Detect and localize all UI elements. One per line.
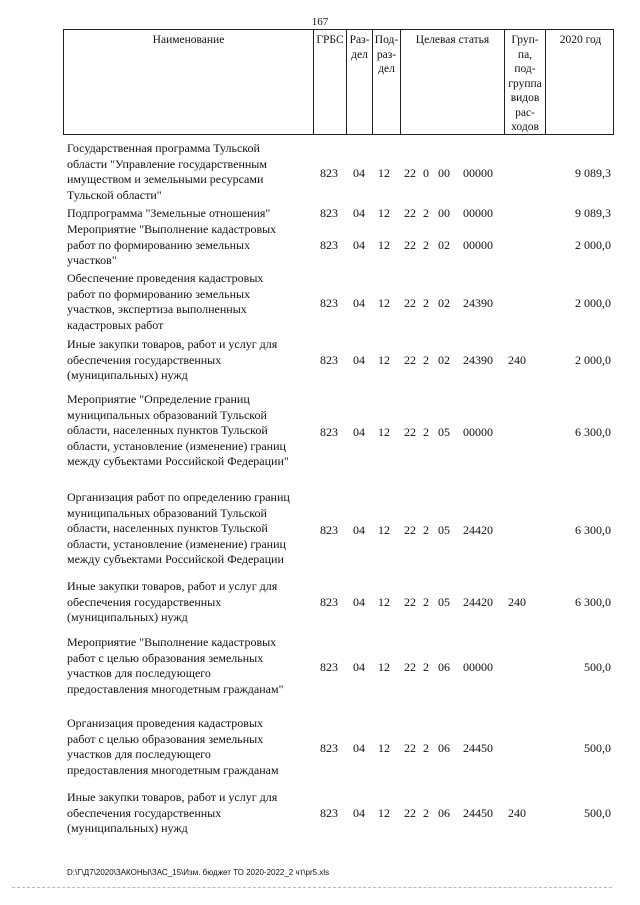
header-razdel-line: дел: [351, 48, 368, 61]
cell-razdel: 04: [353, 296, 365, 310]
cell-grbs: 823: [320, 238, 338, 252]
row-name-line: Обеспечение проведения кадастровых: [67, 271, 264, 285]
cell-amount: 2 000,0: [575, 353, 611, 367]
cell-direction: 24450: [463, 741, 493, 755]
cell-razdel: 04: [353, 523, 365, 537]
cell-program: 22: [404, 296, 416, 310]
row-name-line: Иные закупки товаров, работ и услуг для: [67, 790, 278, 804]
row-name: [67, 579, 311, 626]
row-name-line: Мероприятие "Выполнение кадастровых: [67, 222, 277, 236]
cell-subprogram: 2: [423, 353, 429, 367]
cell-podrazdel: 12: [378, 166, 390, 180]
cell-razdel: 04: [353, 206, 365, 220]
cell-expense-type: 240: [508, 595, 526, 609]
row-name: [67, 271, 311, 333]
header-expense-group-line: группа: [508, 77, 542, 90]
cell-event: 05: [438, 595, 450, 609]
cell-grbs: 823: [320, 353, 338, 367]
cell-podrazdel: 12: [378, 660, 390, 674]
row-name-line: области, населенных пунктов Тульской: [67, 521, 268, 535]
cell-podrazdel: 12: [378, 806, 390, 820]
header-expense-group-line: Груп-: [511, 34, 539, 46]
row-name: [67, 337, 311, 384]
row-name: [67, 635, 311, 697]
cell-program: 22: [404, 166, 416, 180]
cell-direction: 24420: [463, 595, 493, 609]
cell-podrazdel: 12: [378, 353, 390, 367]
row-name-line: работ с целью образования земельных: [67, 731, 264, 746]
cell-podrazdel: 12: [378, 595, 390, 609]
bottom-divider: [12, 887, 612, 888]
cell-podrazdel: 12: [378, 523, 390, 537]
cell-program: 22: [404, 806, 416, 820]
page-number: 167: [311, 16, 329, 28]
cell-grbs: 823: [320, 595, 338, 609]
cell-direction: 00000: [463, 238, 493, 252]
row-name-line: области, установление (изменение) границ: [67, 536, 286, 551]
cell-subprogram: 2: [423, 660, 429, 674]
cell-event: 05: [438, 425, 450, 439]
row-name-line: между субъектами Российской Федерации: [67, 552, 284, 566]
header-podrazdel-line: Под-: [374, 34, 399, 46]
cell-grbs: 823: [320, 806, 338, 820]
cell-program: 22: [404, 595, 416, 609]
cell-direction: 00000: [463, 166, 493, 180]
cell-razdel: 04: [353, 660, 365, 674]
cell-amount: 6 300,0: [575, 523, 611, 537]
row-name-line: муниципальных образований Тульской: [67, 505, 267, 520]
cell-program: 22: [404, 660, 416, 674]
cell-event: 02: [438, 238, 450, 252]
row-name-line: Иные закупки товаров, работ и услуг для: [67, 337, 278, 351]
cell-grbs: 823: [320, 741, 338, 755]
cell-event: 06: [438, 806, 450, 820]
cell-razdel: 04: [353, 741, 365, 755]
cell-direction: 24420: [463, 523, 493, 537]
cell-event: 00: [438, 206, 450, 220]
row-name-line: обеспечения государственных: [67, 805, 222, 820]
row-name-line: работ с целью образования земельных: [67, 650, 264, 665]
cell-direction: 24450: [463, 806, 493, 820]
cell-podrazdel: 12: [378, 238, 390, 252]
row-name-line: области "Управление государственным: [67, 156, 267, 171]
header-expense-group: [504, 30, 545, 134]
cell-podrazdel: 12: [378, 741, 390, 755]
cell-expense-type: 240: [508, 353, 526, 367]
cell-subprogram: 2: [423, 206, 429, 220]
row-name-line: между субъектами Российской Федерации": [67, 454, 289, 468]
cell-amount: 6 300,0: [575, 425, 611, 439]
cell-razdel: 04: [353, 238, 365, 252]
row-name-line: Иные закупки товаров, работ и услуг для: [67, 579, 278, 593]
row-name-line: обеспечения государственных: [67, 594, 222, 609]
cell-subprogram: 2: [423, 523, 429, 537]
row-name-line: обеспечения государственных: [67, 352, 222, 367]
cell-direction: 24390: [463, 296, 493, 310]
header-podrazdel: [372, 30, 400, 134]
row-name: [67, 206, 311, 222]
cell-grbs: 823: [320, 660, 338, 674]
cell-event: 06: [438, 660, 450, 674]
cell-program: 22: [404, 353, 416, 367]
cell-program: 22: [404, 425, 416, 439]
cell-program: 22: [404, 238, 416, 252]
row-name-line: кадастровых работ: [67, 317, 164, 332]
row-name-line: области, установление (изменение) границ: [67, 438, 286, 453]
cell-grbs: 823: [320, 206, 338, 220]
cell-expense-type: 240: [508, 806, 526, 820]
cell-grbs: 823: [320, 523, 338, 537]
cell-amount: 500,0: [584, 660, 611, 674]
cell-podrazdel: 12: [378, 296, 390, 310]
header-grbs: ГРБС: [313, 30, 346, 134]
header-podrazdel-line: дел: [378, 63, 395, 75]
row-name-line: участков для последующего: [67, 666, 211, 680]
cell-subprogram: 2: [423, 425, 429, 439]
header-year: 2020 год: [545, 30, 615, 134]
cell-razdel: 04: [353, 425, 365, 439]
header-expense-group-line: под-: [514, 63, 536, 75]
cell-program: 22: [404, 523, 416, 537]
cell-subprogram: 2: [423, 741, 429, 755]
header-razdel: [346, 30, 372, 134]
row-name-line: Организация проведения кадастровых: [67, 716, 264, 730]
table-header: [63, 29, 614, 135]
cell-amount: 2 000,0: [575, 238, 611, 252]
cell-grbs: 823: [320, 425, 338, 439]
cell-program: 22: [404, 206, 416, 220]
row-name: [67, 141, 311, 203]
cell-event: 00: [438, 166, 450, 180]
header-expense-group-line: па,: [517, 48, 533, 61]
row-name-line: Тульской области": [67, 187, 162, 202]
cell-amount: 9 089,3: [575, 166, 611, 180]
cell-razdel: 04: [353, 806, 365, 820]
cell-amount: 6 300,0: [575, 595, 611, 609]
cell-razdel: 04: [353, 595, 365, 609]
cell-razdel: 04: [353, 353, 365, 367]
cell-amount: 500,0: [584, 806, 611, 820]
row-name-line: (муниципальных) нужд: [67, 610, 188, 624]
cell-grbs: 823: [320, 296, 338, 310]
footer-file-path: D:\Г\Д7\2020\ЗАКОНЫ\ЗАС_15\Изм. бюджет ТО 2020-2022_2 чт\pr5.xls: [67, 868, 330, 877]
row-name-line: участков, экспертиза выполненных: [67, 302, 247, 316]
cell-amount: 500,0: [584, 741, 611, 755]
row-name-line: предоставления многодетным гражданам": [67, 681, 284, 696]
cell-event: 05: [438, 523, 450, 537]
row-name-line: (муниципальных) нужд: [67, 821, 188, 835]
cell-direction: 00000: [463, 206, 493, 220]
cell-podrazdel: 12: [378, 425, 390, 439]
cell-direction: 00000: [463, 425, 493, 439]
row-name-line: имуществом и земельными ресурсами: [67, 172, 264, 186]
row-name-line: работ по формированию земельных: [67, 286, 251, 301]
row-name-line: предоставления многодетным гражданам: [67, 762, 279, 777]
cell-event: 06: [438, 741, 450, 755]
header-target-article: Целевая статья: [400, 30, 504, 134]
cell-podrazdel: 12: [378, 206, 390, 220]
row-name-line: Подпрограмма "Земельные отношения": [67, 206, 271, 220]
row-name: [67, 392, 311, 470]
cell-amount: 2 000,0: [575, 296, 611, 310]
row-name-line: Мероприятие "Выполнение кадастровых: [67, 635, 277, 649]
row-name-line: работ по формированию земельных: [67, 237, 251, 252]
row-name-line: области, населенных пунктов Тульской: [67, 423, 268, 437]
cell-grbs: 823: [320, 166, 338, 180]
header-name: Наименование: [152, 34, 225, 46]
cell-direction: 00000: [463, 660, 493, 674]
cell-event: 02: [438, 353, 450, 367]
cell-event: 02: [438, 296, 450, 310]
header-expense-group-line: рас-: [515, 106, 535, 119]
cell-subprogram: 0: [423, 166, 429, 180]
header-podrazdel-line: раз-: [376, 48, 397, 61]
row-name-line: (муниципальных) нужд: [67, 368, 188, 382]
row-name-line: Организация работ по определению границ: [67, 490, 290, 504]
header-razdel-line: Раз-: [349, 34, 370, 46]
row-name: [67, 790, 311, 837]
cell-program: 22: [404, 741, 416, 755]
row-name: [67, 222, 311, 269]
cell-amount: 9 089,3: [575, 206, 611, 220]
row-name: [67, 490, 311, 568]
cell-subprogram: 2: [423, 806, 429, 820]
row-name-line: Государственная программа Тульской: [67, 141, 260, 155]
row-name-line: Мероприятие "Определение границ: [67, 392, 250, 406]
row-name-line: участков для последующего: [67, 747, 211, 761]
cell-subprogram: 2: [423, 595, 429, 609]
header-expense-group-line: ходов: [511, 121, 539, 133]
cell-razdel: 04: [353, 166, 365, 180]
row-name-line: муниципальных образований Тульской: [67, 407, 267, 422]
row-name-line: участков": [67, 253, 117, 267]
cell-subprogram: 2: [423, 238, 429, 252]
row-name: [67, 716, 311, 778]
cell-direction: 24390: [463, 353, 493, 367]
header-expense-group-line: видов: [510, 92, 540, 104]
cell-subprogram: 2: [423, 296, 429, 310]
